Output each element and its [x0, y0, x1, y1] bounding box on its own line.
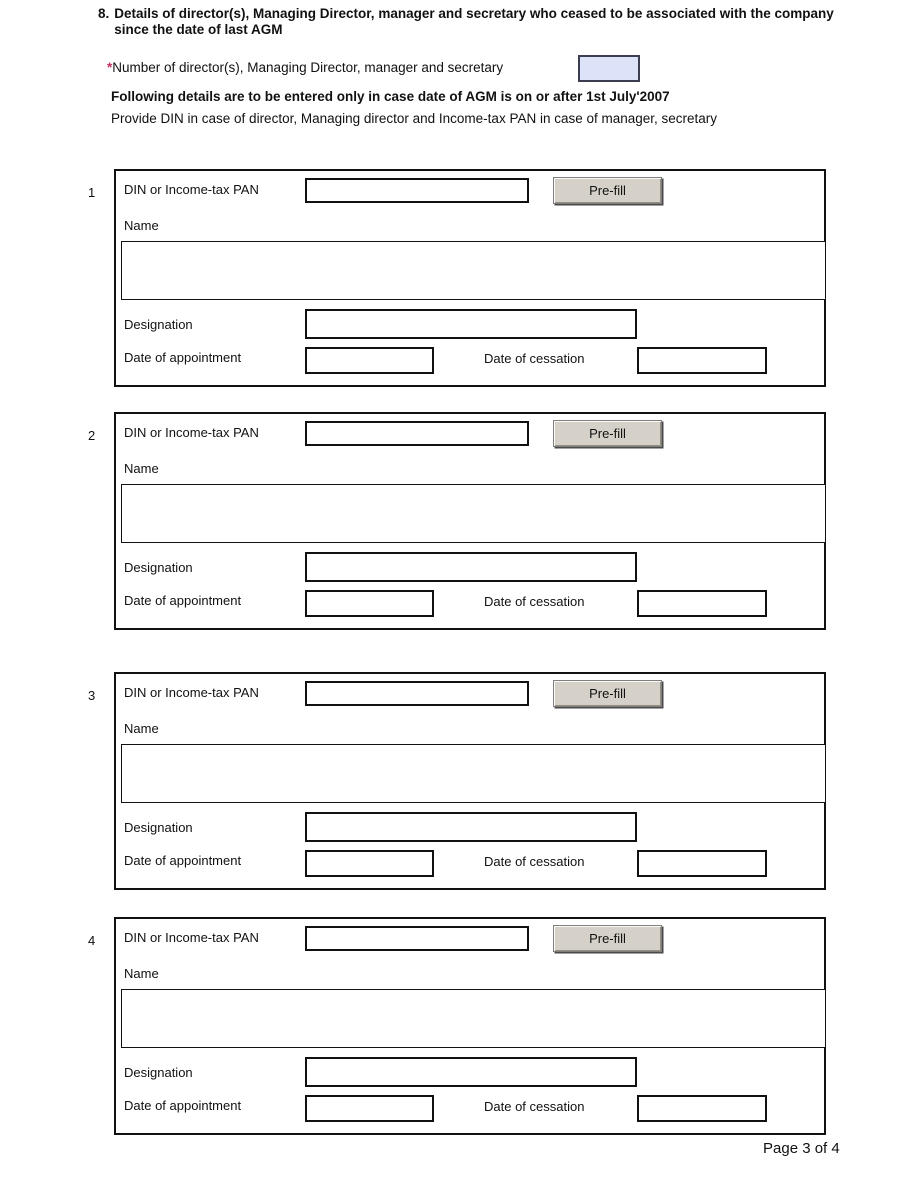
entry-number: 4 — [88, 933, 96, 948]
date-of-cessation-input[interactable] — [637, 347, 767, 374]
designation-label: Designation — [124, 317, 193, 332]
date-of-cessation-label: Date of cessation — [484, 351, 585, 366]
date-of-cessation-input[interactable] — [637, 1095, 767, 1122]
din-input[interactable] — [305, 421, 529, 446]
name-label: Name — [124, 966, 159, 981]
din-input[interactable] — [305, 178, 529, 203]
entry-number: 1 — [88, 185, 96, 200]
prefill-button[interactable]: Pre-fill — [553, 925, 662, 952]
date-of-cessation-label: Date of cessation — [484, 854, 585, 869]
entry-block — [88, 412, 826, 630]
date-of-appointment-label: Date of appointment — [124, 853, 242, 868]
designation-label: Designation — [124, 1065, 193, 1080]
required-asterisk: * — [107, 60, 113, 75]
section-title — [114, 6, 833, 38]
date-of-cessation-label: Date of cessation — [484, 594, 585, 609]
page-footer: Page 3 of 4 — [763, 1140, 840, 1157]
name-label: Name — [124, 218, 159, 233]
date-of-cessation-label: Date of cessation — [484, 1099, 585, 1114]
name-input[interactable] — [121, 241, 826, 300]
date-of-appointment-input[interactable] — [305, 1095, 434, 1122]
date-of-appointment-label: Date of appointment — [124, 1098, 242, 1113]
din-label: DIN or Income-tax PAN — [124, 182, 259, 197]
prefill-button[interactable]: Pre-fill — [553, 680, 662, 707]
date-of-appointment-label: Date of appointment — [124, 593, 242, 608]
date-of-appointment-input[interactable] — [305, 850, 434, 877]
section-title-line1: Details of director(s), Managing Director, manager and secretary who ceased to be associated with the company — [114, 6, 834, 21]
designation-input[interactable] — [305, 1057, 637, 1087]
din-label: DIN or Income-tax PAN — [124, 930, 259, 945]
date-of-appointment-input[interactable] — [305, 590, 434, 617]
name-input[interactable] — [121, 989, 826, 1048]
name-label: Name — [124, 721, 159, 736]
designation-input[interactable] — [305, 552, 637, 582]
agm-note: Following details are to be entered only in case date of AGM is on or after 1st July'2007 — [111, 89, 670, 104]
din-label: DIN or Income-tax PAN — [124, 685, 259, 700]
count-row — [107, 60, 503, 75]
designation-input[interactable] — [305, 309, 637, 339]
entry-block — [88, 672, 826, 890]
designation-label: Designation — [124, 560, 193, 575]
date-of-appointment-label: Date of appointment — [124, 350, 242, 365]
entry-number: 2 — [88, 428, 96, 443]
designation-label: Designation — [124, 820, 193, 835]
section-number: 8. — [98, 6, 110, 21]
count-label: Number of director(s), Managing Director, manager and secretary — [112, 60, 504, 75]
count-input[interactable] — [578, 55, 640, 82]
date-of-appointment-input[interactable] — [305, 347, 434, 374]
prefill-button[interactable]: Pre-fill — [553, 420, 662, 447]
din-input[interactable] — [305, 926, 529, 951]
din-pan-note: Provide DIN in case of director, Managing director and Income-tax PAN in case of manager, secretary — [111, 111, 718, 126]
date-of-cessation-input[interactable] — [637, 850, 767, 877]
prefill-button[interactable]: Pre-fill — [553, 177, 662, 204]
name-label: Name — [124, 461, 159, 476]
entry-block — [88, 917, 826, 1135]
section-title-line2: since the date of last AGM — [114, 22, 283, 37]
din-input[interactable] — [305, 681, 529, 706]
date-of-cessation-input[interactable] — [637, 590, 767, 617]
entry-block — [88, 169, 826, 387]
din-label: DIN or Income-tax PAN — [124, 425, 259, 440]
name-input[interactable] — [121, 484, 826, 543]
section-heading — [98, 6, 868, 38]
designation-input[interactable] — [305, 812, 637, 842]
name-input[interactable] — [121, 744, 826, 803]
entry-number: 3 — [88, 688, 96, 703]
